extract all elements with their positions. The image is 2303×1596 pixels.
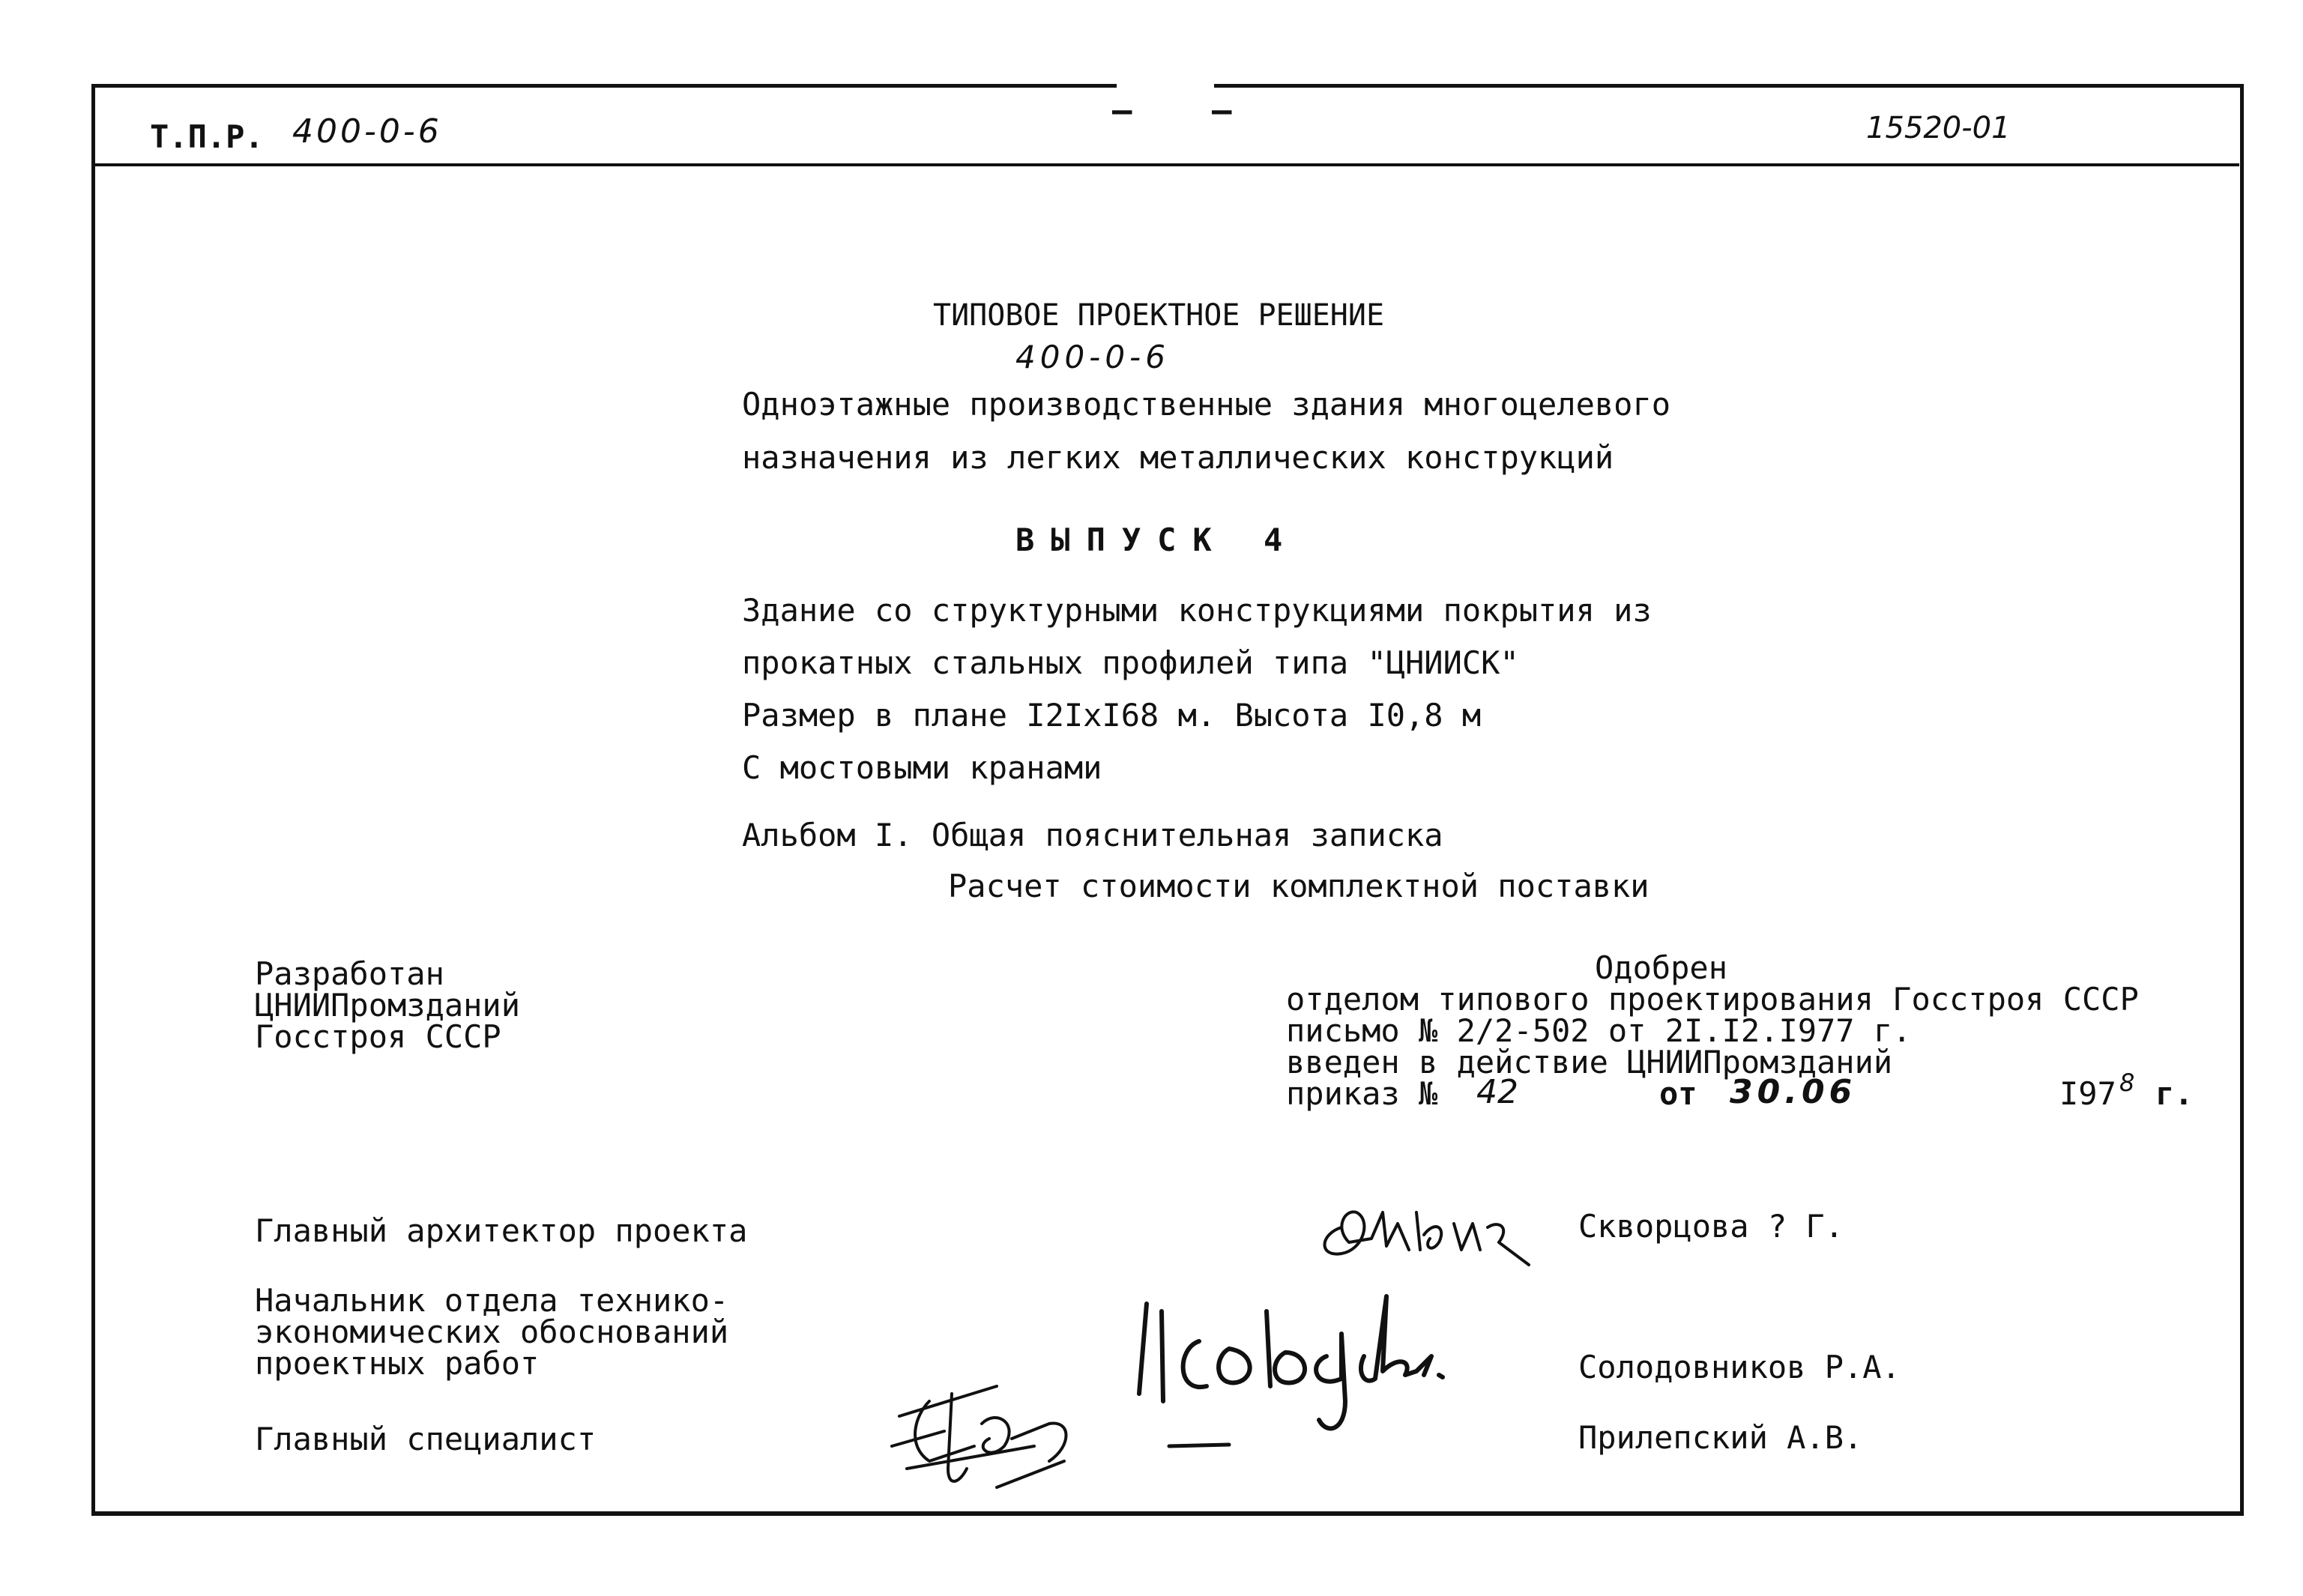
title-line-2: назначения из легких металлических конструкций bbox=[742, 439, 1614, 476]
header-divider bbox=[91, 163, 2239, 166]
approved-line-2: отделом типового проектирования Госстроя СССР bbox=[1286, 981, 2139, 1018]
description-line-3: Размер в плане I2IxI68 м. Высота I0,8 м bbox=[742, 697, 1482, 734]
archive-number: 15520-01 bbox=[1866, 111, 2011, 145]
approved-line-1: Одобрен bbox=[1595, 949, 1728, 986]
frame-gap bbox=[1117, 78, 1214, 91]
signature-prilepsky bbox=[884, 1356, 1289, 1491]
order-from: от bbox=[1659, 1075, 1697, 1112]
order-number-handwritten: 42 bbox=[1476, 1073, 1518, 1111]
order-year-digit-handwritten: 8 bbox=[2119, 1068, 2135, 1097]
doc-number-handwritten: 400-0-6 bbox=[292, 112, 442, 151]
album-line-1: Альбом I. Общая пояснительная записка bbox=[742, 817, 1443, 853]
name-department-head: Солодовников Р.А. bbox=[1578, 1349, 1901, 1385]
developed-line-2: ЦНИИПромзданий bbox=[255, 987, 521, 1024]
title-line-1: Одноэтажные производственные здания многоцелевого bbox=[742, 386, 1671, 423]
role-chief-architect: Главный архитектор проекта bbox=[255, 1212, 748, 1249]
developed-line-3: Госстроя СССР bbox=[255, 1018, 501, 1055]
role-chief-specialist: Главный специалист bbox=[255, 1421, 597, 1457]
description-line-4: С мостовыми кранами bbox=[742, 749, 1102, 786]
name-chief-architect: Скворцова ? Г. bbox=[1578, 1208, 1844, 1245]
doc-prefix: Т.П.Р. bbox=[150, 118, 264, 155]
issue-number: ВЫПУСК 4 bbox=[1015, 522, 1300, 558]
album-line-2: Расчет стоимости комплектной поставки bbox=[948, 868, 1649, 904]
title-number-handwritten: 400-0-6 bbox=[1015, 339, 1170, 375]
name-chief-specialist: Прилепский А.В. bbox=[1578, 1419, 1863, 1456]
role-department-head-line-1: Начальник отдела технико- bbox=[255, 1282, 729, 1319]
approved-line-3: письмо № 2/2-502 от 2I.I2.I977 г. bbox=[1286, 1012, 1912, 1049]
order-date-handwritten: 30.06 bbox=[1730, 1073, 1857, 1111]
role-department-head-line-2: экономических обоснований bbox=[255, 1314, 729, 1350]
title-heading: ТИПОВОЕ ПРОЕКТНОЕ РЕШЕНИЕ bbox=[933, 298, 1385, 333]
developed-line-1: Разработан bbox=[255, 955, 444, 992]
signature-skvortsova bbox=[1312, 1182, 1559, 1272]
order-label: приказ № bbox=[1286, 1075, 1438, 1112]
description-line-2: прокатных стальных профилей типа "ЦНИИСК" bbox=[742, 644, 1519, 681]
approved-line-4: введен в действие ЦНИИПромзданий bbox=[1286, 1044, 1893, 1080]
description-line-1: Здание со структурными конструкциями покрытия из bbox=[742, 592, 1652, 629]
order-year-prefix: I97 bbox=[2059, 1075, 2116, 1112]
role-department-head-line-3: проектных работ bbox=[255, 1345, 540, 1382]
order-year-suffix: г. bbox=[2155, 1075, 2194, 1112]
page-marker: – – bbox=[1112, 91, 1262, 130]
